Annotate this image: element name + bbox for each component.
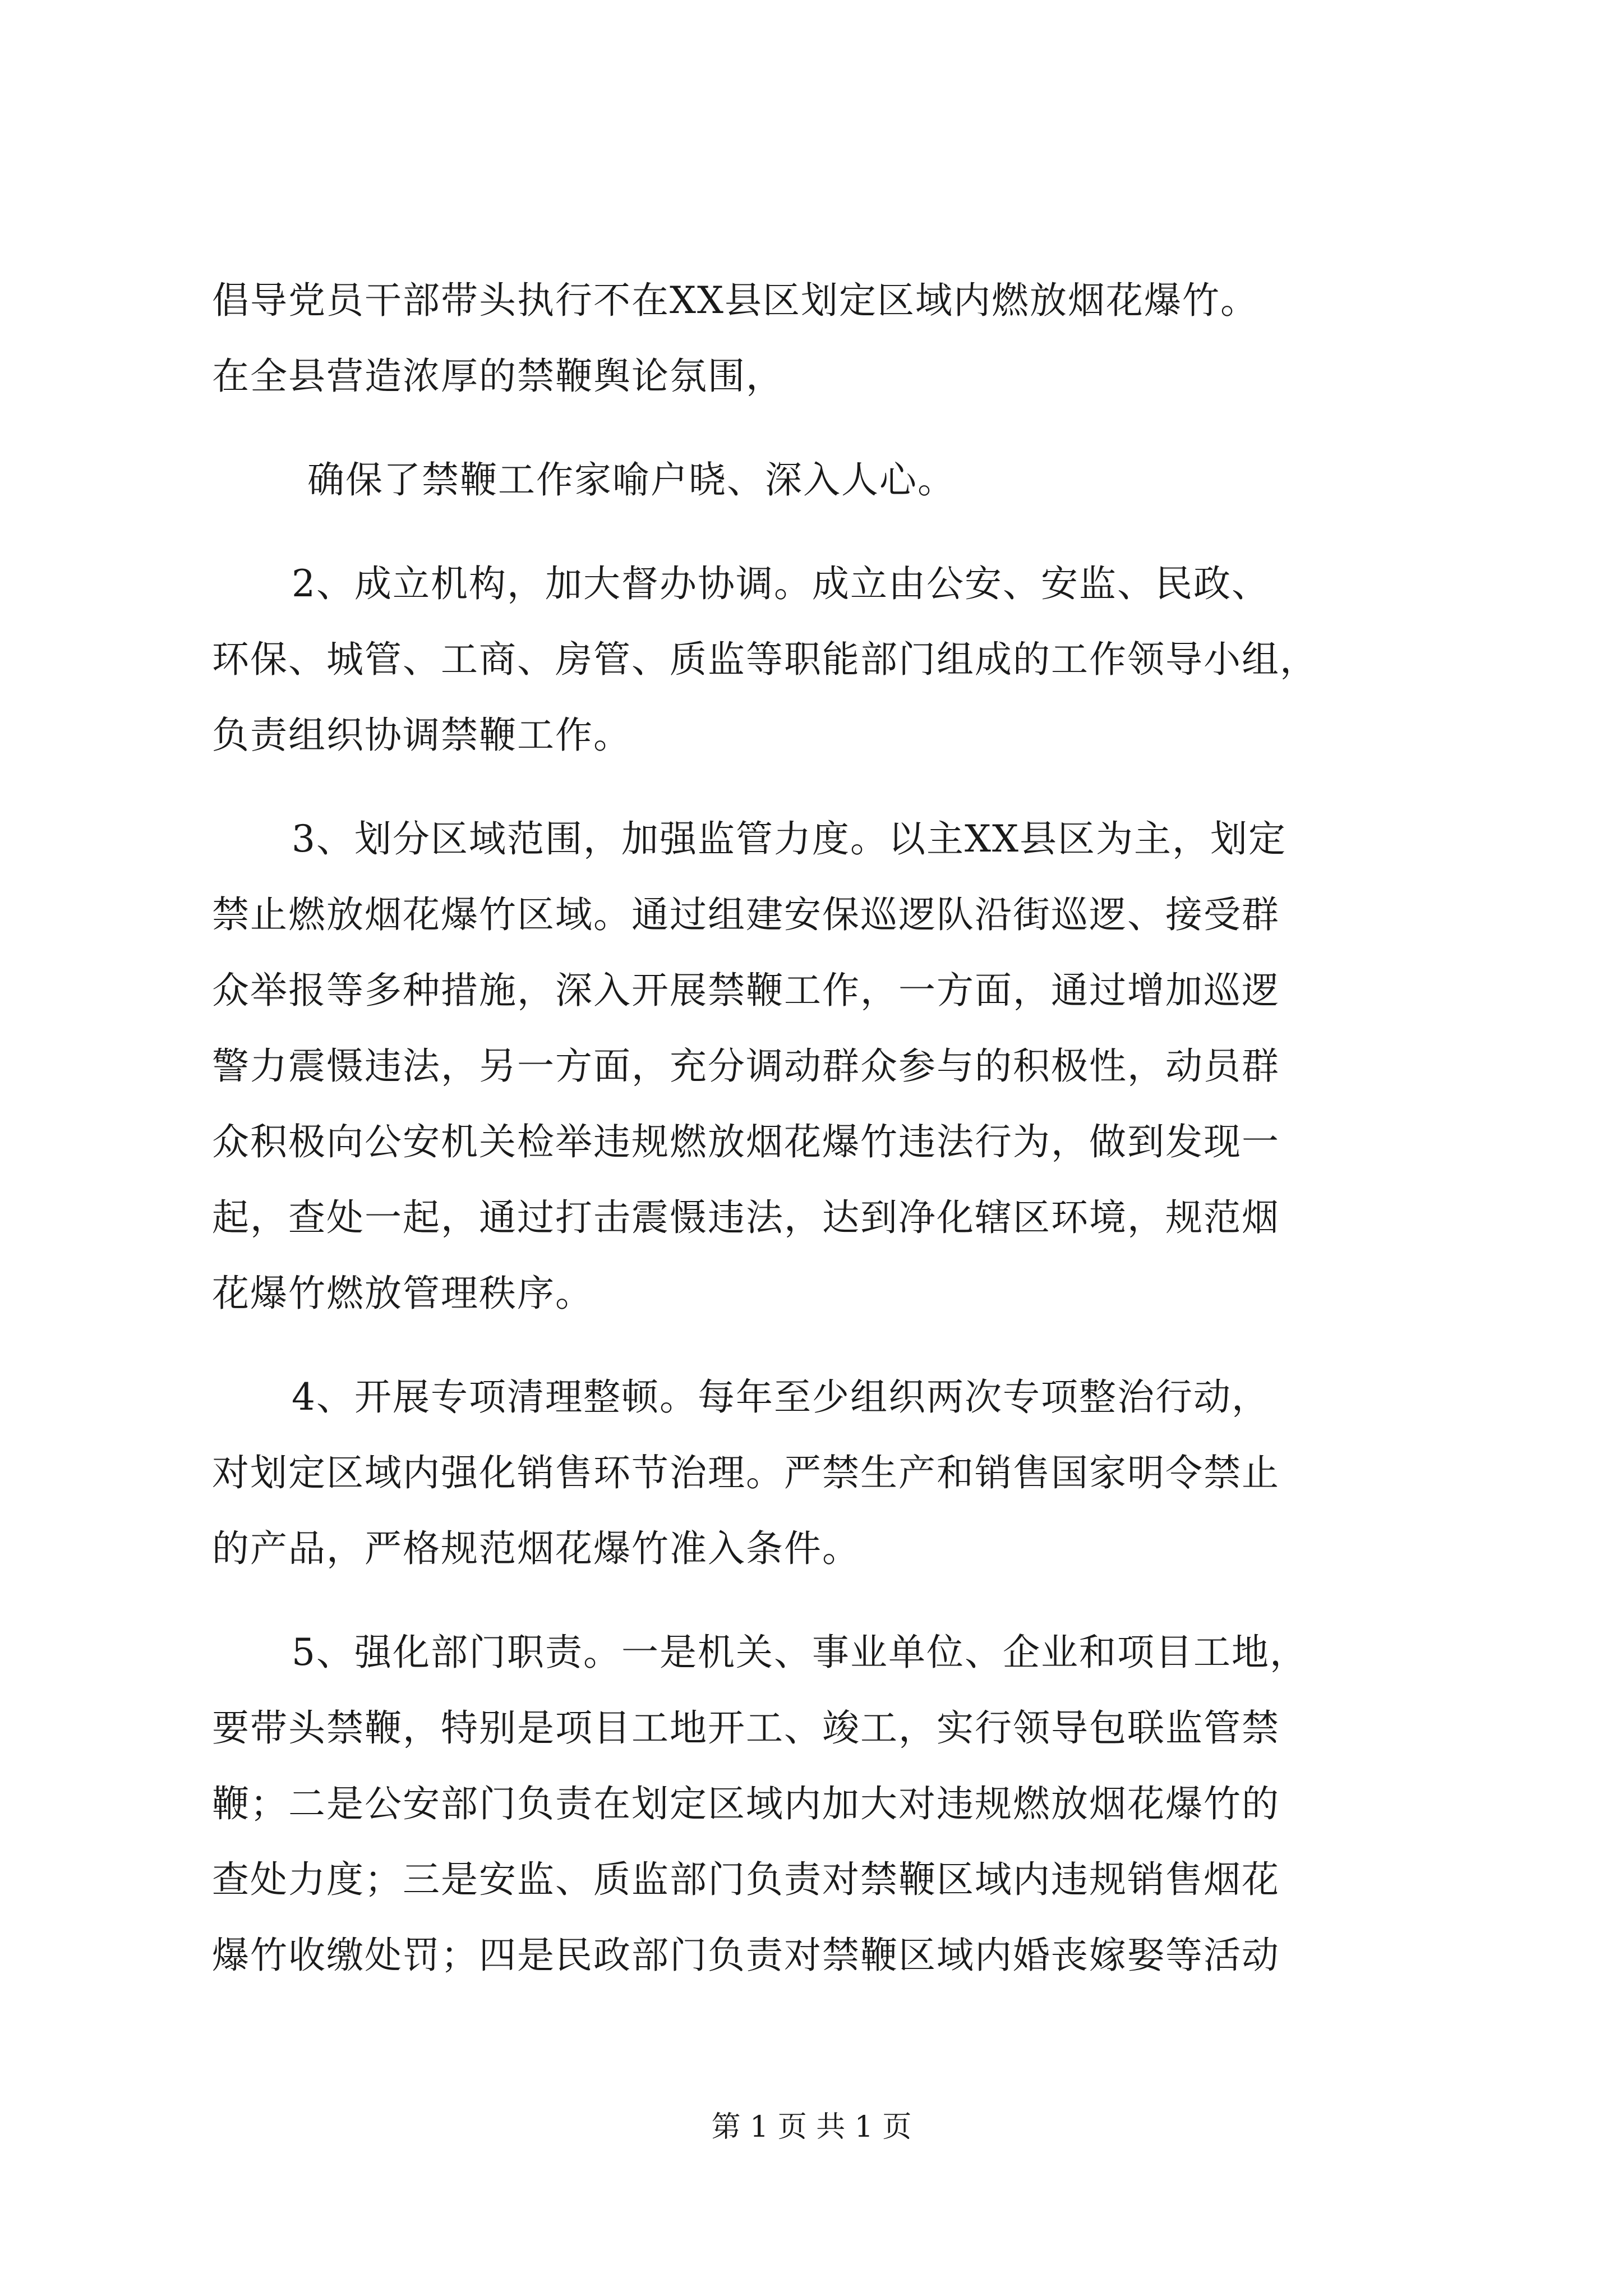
paragraph-5-line: 查处力度；三是安监、质监部门负责对禁鞭区域内违规销售烟花 xyxy=(212,1858,1280,1901)
paragraph-2-line: 负责组织协调禁鞭工作。 xyxy=(212,714,631,757)
text-line: 在全县营造浓厚的禁鞭舆论氛围， xyxy=(212,355,784,398)
paragraph-4-line: 对划定区域内强化销售环节治理。严禁生产和销售国家明令禁止 xyxy=(212,1451,1280,1494)
page-number-footer: 第 1 页 共 1 页 xyxy=(711,2110,912,2144)
paragraph-3-line: 警力震慑违法，另一方面，充分调动群众参与的积极性，动员群 xyxy=(212,1045,1280,1088)
paragraph-3-line: 起，查处一起，通过打击震慑违法，达到净化辖区环境，规范烟 xyxy=(212,1196,1280,1239)
paragraph-2-line: 2、成立机构，加大督办协调。成立由公安、安监、民政、 xyxy=(292,562,1270,605)
paragraph-3-line: 花爆竹燃放管理秩序。 xyxy=(212,1272,593,1315)
paragraph-3-line: 众积极向公安机关检举违规燃放烟花爆竹违法行为，做到发现一 xyxy=(212,1120,1280,1163)
paragraph-5-line: 要带头禁鞭，特别是项目工地开工、竣工，实行领导包联监管禁 xyxy=(212,1706,1280,1750)
paragraph-5-line: 爆竹收缴处罚；四是民政部门负责对禁鞭区域内婚丧嫁娶等活动 xyxy=(212,1934,1280,1977)
paragraph-5-line: 5、强化部门职责。一是机关、事业单位、企业和项目工地， xyxy=(292,1631,1308,1674)
paragraph-3-line: 3、划分区域范围，加强监管力度。以主XX县区为主，划定 xyxy=(292,817,1287,861)
paragraph-4-line: 4、开展专项清理整顿。每年至少组织两次专项整治行动， xyxy=(292,1375,1270,1419)
paragraph-3-line: 禁止燃放烟花爆竹区域。通过组建安保巡逻队沿街巡逻、接受群 xyxy=(212,893,1280,936)
paragraph-2-line: 环保、城管、工商、房管、质监等职能部门组成的工作领导小组， xyxy=(212,638,1318,681)
document-body xyxy=(212,263,1418,1993)
paragraph-5-line: 鞭；二是公安部门负责在划定区域内加大对违规燃放烟花爆竹的 xyxy=(212,1782,1280,1825)
paragraph-4-line: 的产品，严格规范烟花爆竹准入条件。 xyxy=(212,1527,860,1570)
text-line: 倡导党员干部带头执行不在XX县区划定区域内燃放烟花爆竹。 xyxy=(212,279,1258,322)
text-line: 确保了禁鞭工作家喻户晓、深入人心。 xyxy=(307,458,956,501)
paragraph-3-line: 众举报等多种措施，深入开展禁鞭工作，一方面，通过增加巡逻 xyxy=(212,969,1280,1012)
